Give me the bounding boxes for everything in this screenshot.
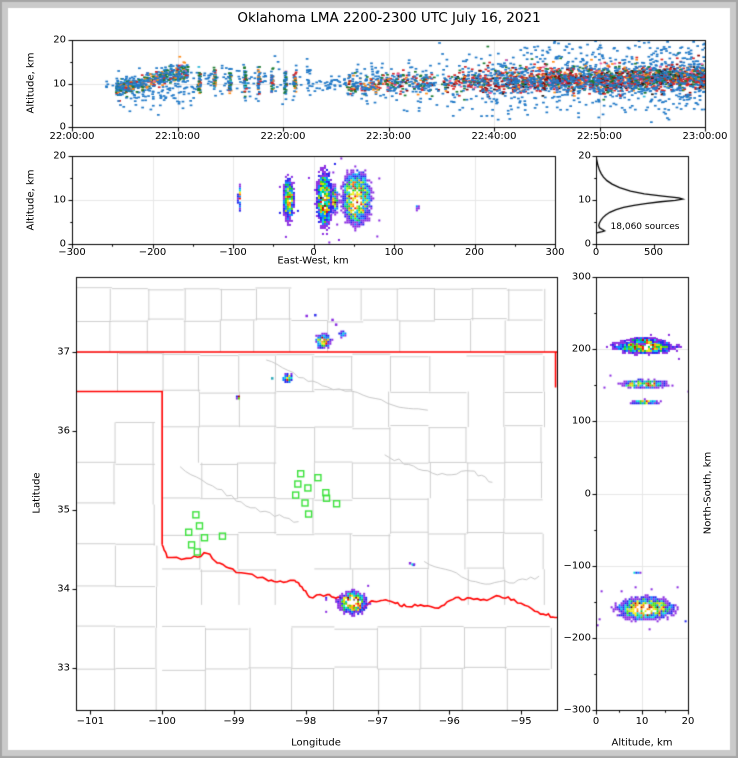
eastwest-ylabel: Altitude, km <box>25 169 37 231</box>
northsouth-ylabel: North-South, km <box>702 451 714 535</box>
time-axis-tick: 22:40:00 <box>471 131 517 142</box>
eastwest-axis-tick: 0 <box>310 247 317 258</box>
histogram-altitude-tick: 20 <box>578 150 591 162</box>
altitude-axis-tick: 20 <box>681 716 695 727</box>
histogram-count-tick: 500 <box>643 247 664 258</box>
eastwest-axis-tick: −100 <box>219 247 247 258</box>
eastwest-axis-tick: 300 <box>545 247 565 258</box>
northsouth-axis-tick: −300 <box>563 704 591 716</box>
time-height-ylabel: Altitude, km <box>25 52 37 114</box>
eastwest-axis-tick: 100 <box>384 247 404 258</box>
longitude-axis-tick: −99 <box>223 716 245 727</box>
histogram-count-tick: 0 <box>592 247 600 258</box>
altitude-axis-tick: 20 <box>53 34 66 46</box>
longitude-axis-tick: −98 <box>295 716 317 727</box>
latitude-axis-tick: 37 <box>57 346 70 358</box>
longitude-axis-tick: −100 <box>148 716 176 727</box>
latitude-axis-tick: 33 <box>57 662 70 674</box>
altitude-axis-tick: 0 <box>59 238 66 250</box>
map-ylabel: Latitude <box>31 472 43 514</box>
eastwest-xlabel: East-West, km <box>277 255 349 267</box>
time-axis-tick: 22:20:00 <box>260 131 306 142</box>
northsouth-axis-tick: 0 <box>584 488 591 499</box>
eastwest-axis-tick: −300 <box>58 247 86 258</box>
latitude-axis-tick: 34 <box>57 583 70 595</box>
map-xlabel: Longitude <box>291 737 341 749</box>
time-axis-tick: 22:10:00 <box>155 131 200 142</box>
northsouth-axis-tick: −200 <box>563 632 591 644</box>
eastwest-axis-tick: −200 <box>138 247 167 258</box>
figure-title: Oklahoma LMA 2200-2300 UTC July 16, 2021 <box>237 10 541 26</box>
altitude-axis-tick: 10 <box>53 194 66 206</box>
northsouth-axis-tick: 300 <box>571 271 591 283</box>
northsouth-xlabel: Altitude, km <box>611 737 673 749</box>
altitude-axis-tick: 10 <box>635 716 649 727</box>
latitude-axis-tick: 36 <box>57 425 70 437</box>
time-axis-tick: 22:50:00 <box>577 131 622 142</box>
time-axis-tick: 22:30:00 <box>366 131 411 142</box>
longitude-axis-tick: −97 <box>366 716 389 727</box>
eastwest-axis-tick: 200 <box>464 247 485 258</box>
histogram-altitude-tick: 10 <box>578 194 591 206</box>
northsouth-axis-tick: 100 <box>571 415 591 427</box>
altitude-axis-tick: 0 <box>59 121 66 133</box>
histogram-altitude-tick: 0 <box>584 238 591 250</box>
altitude-axis-tick: 10 <box>53 78 66 89</box>
northsouth-axis-tick: 200 <box>571 343 591 355</box>
longitude-axis-tick: −101 <box>76 716 105 727</box>
longitude-axis-tick: −96 <box>438 716 460 727</box>
altitude-axis-tick: 20 <box>53 150 66 162</box>
time-axis-tick: 22:00:00 <box>49 131 95 142</box>
source-count-annotation: 18,060 sources <box>610 222 680 232</box>
latitude-axis-tick: 35 <box>57 504 70 516</box>
northsouth-axis-tick: −100 <box>563 560 591 572</box>
longitude-axis-tick: −95 <box>510 716 532 727</box>
time-axis-tick: 23:00:00 <box>682 131 728 142</box>
altitude-axis-tick: 0 <box>592 716 600 727</box>
